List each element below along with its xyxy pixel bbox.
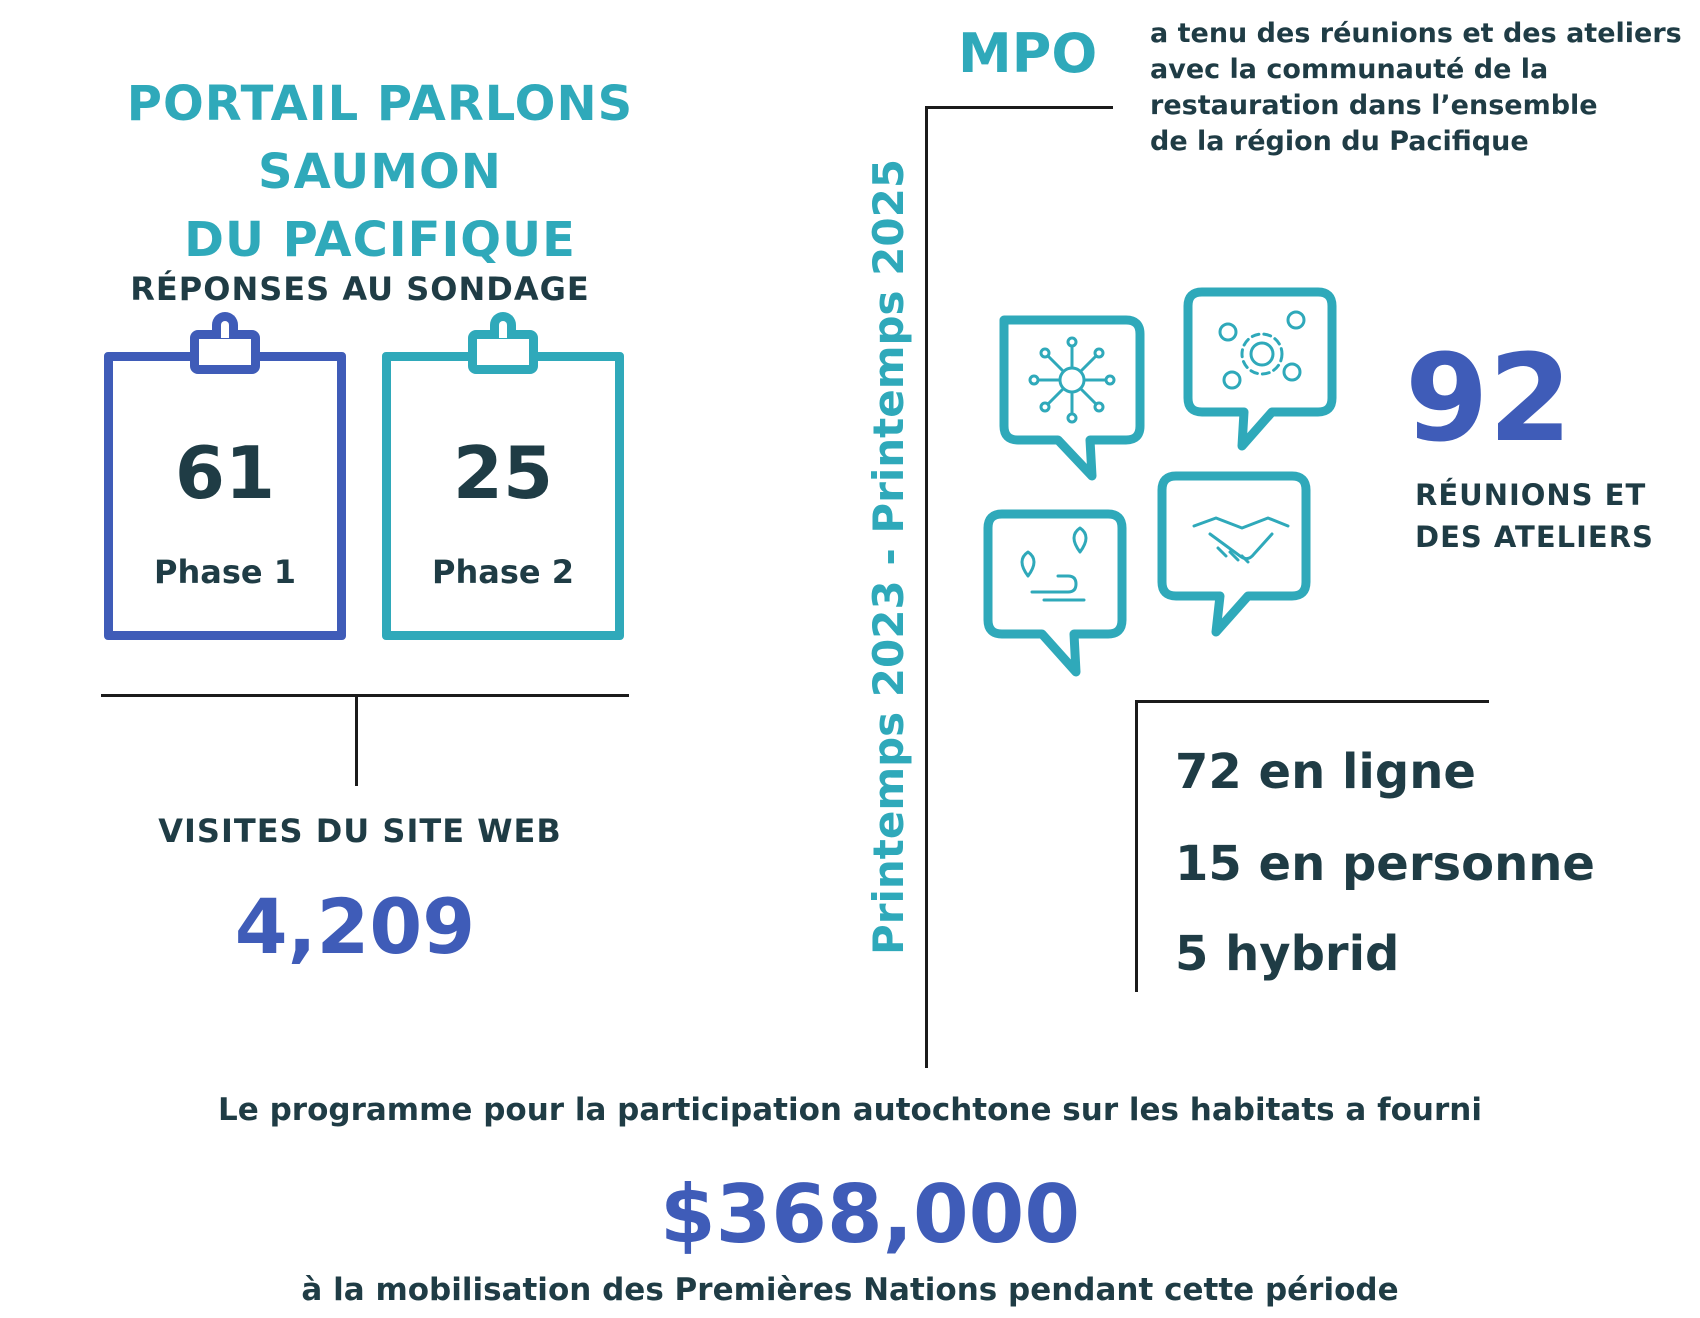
- period-label: Printemps 2023 - Printemps 2025: [864, 158, 913, 955]
- breakdown-top-line: [1135, 700, 1489, 703]
- meetings-label-line1: RÉUNIONS ET: [1415, 478, 1647, 512]
- phase1-label: Phase 1: [154, 553, 296, 591]
- meetings-label-line2: DES ATELIERS: [1415, 520, 1654, 554]
- connector-vertical: [355, 694, 358, 786]
- meetings-in-person: 15 en personne: [1175, 836, 1595, 892]
- mpo-description-line: restauration dans l’ensemble: [1150, 90, 1598, 121]
- clipboard-phase2: [382, 352, 624, 640]
- timeline-top-branch: [925, 106, 1113, 109]
- visits-title: VISITES DU SITE WEB: [158, 812, 562, 850]
- survey-title: RÉPONSES AU SONDAGE: [130, 270, 590, 308]
- program-intro: Le programme pour la participation autochtone sur les habitats a fourni: [218, 1092, 1482, 1128]
- program-outro: à la mobilisation des Premières Nations pendant cette période: [301, 1272, 1399, 1308]
- program-amount: $368,000: [659, 1168, 1081, 1261]
- network-icon: [1004, 320, 1140, 476]
- meetings-total: 92: [1405, 330, 1572, 469]
- phase1-value: 61: [174, 431, 276, 515]
- divider-survey: [101, 694, 629, 697]
- clipboard-clasp-ring-icon: [212, 312, 238, 338]
- portal-title: [0, 70, 760, 274]
- visits-value: 4,209: [234, 882, 476, 971]
- handshake-icon: [1162, 476, 1306, 632]
- mpo-description-line: a tenu des réunions et des ateliers: [1150, 18, 1682, 49]
- meeting-icons: [980, 280, 1380, 690]
- mpo-description-line: avec la communauté de la: [1150, 54, 1549, 85]
- timeline-line: [925, 106, 928, 1068]
- breakdown-left-line: [1135, 700, 1138, 992]
- meetings-online: 72 en ligne: [1175, 744, 1476, 800]
- phase2-value: 25: [452, 431, 554, 515]
- clipboard-clasp-ring-icon: [490, 312, 516, 338]
- mpo-name: MPO: [958, 22, 1098, 85]
- gears-icon: [1188, 292, 1332, 446]
- meetings-hybrid: 5 hybrid: [1175, 926, 1400, 982]
- mpo-description: [1150, 16, 1690, 160]
- portal-title-line1: PORTAIL PARLONS SAUMON: [126, 76, 634, 200]
- clipboard-phase1: [104, 352, 346, 640]
- mpo-description-line: de la région du Pacifique: [1150, 126, 1529, 157]
- portal-title-line2: DU PACIFIQUE: [184, 212, 576, 268]
- meetings-label: [1415, 474, 1675, 558]
- phase2-label: Phase 2: [432, 553, 574, 591]
- map-route-icon: [988, 514, 1122, 672]
